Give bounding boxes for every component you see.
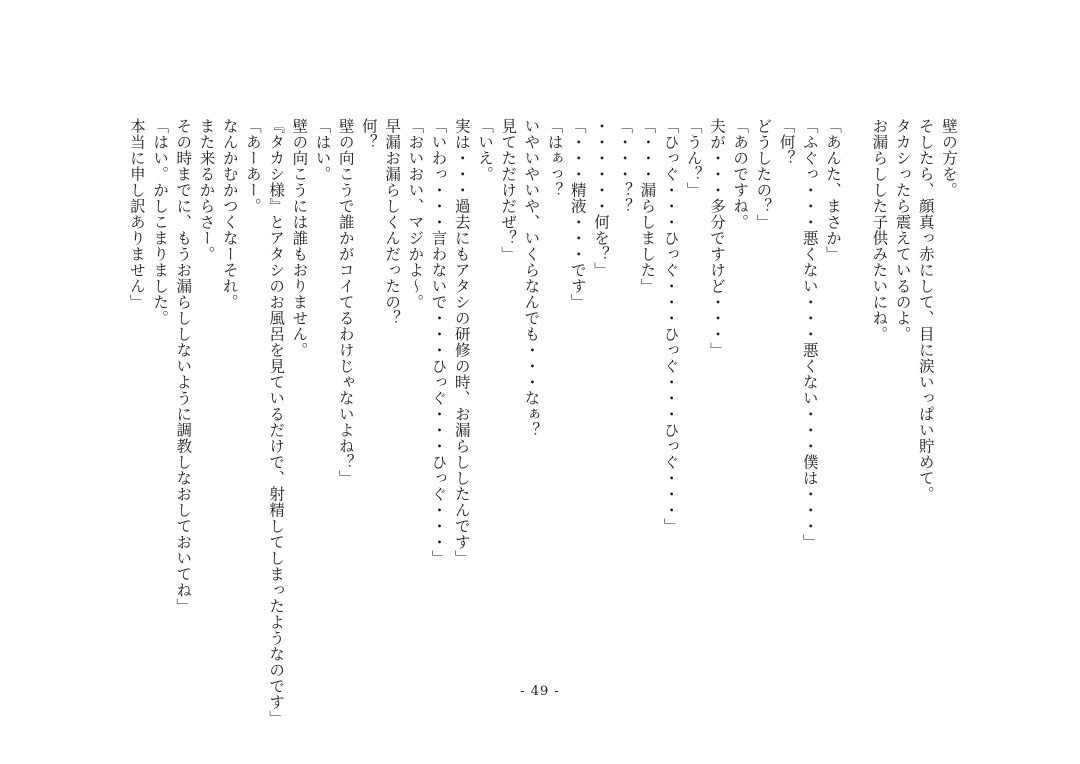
text-line: 「あーあー。 xyxy=(243,118,262,214)
text-line: 「・・・？？ xyxy=(615,118,634,214)
text-line: そしたら、顔真っ赤にして、目に涙いっぱい貯めて。 xyxy=(916,118,935,502)
text-line: 「はい。 xyxy=(313,118,332,182)
text-line: タカシったら震えているのよ。 xyxy=(893,118,912,342)
text-line: 「いえ。 xyxy=(475,118,494,182)
page-number: - 49 - xyxy=(520,684,560,699)
text-line: その時までに、もうお漏らししないように調教しなおしておいてね」 xyxy=(174,118,193,614)
text-line: お漏らしした子供みたいにね。 xyxy=(870,118,889,342)
text-line: 「うん？」 xyxy=(684,118,703,198)
text-line: また来るからさー。 xyxy=(197,118,216,262)
text-line: なんかむかつくなーそれ。 xyxy=(220,118,239,310)
text-line: 「いわっ・・・言わないで・・・ひっぐ・・・ひっぐ・・・」 xyxy=(429,118,448,566)
text-line: 実は・・・過去にもアタシの研修の時、お漏らししたんです」 xyxy=(452,118,471,566)
text-line: 夫が・・・多分ですけど・・・」 xyxy=(707,118,726,358)
text-line: 本当に申し訳ありません」 xyxy=(127,118,146,310)
text-line: 何？ xyxy=(359,118,378,150)
text-line: 「・・・精液・・・です」 xyxy=(568,118,587,310)
text-line: 「あんた、まさか」 xyxy=(823,118,842,262)
text-line: 見てただけだぜ？」 xyxy=(499,118,518,262)
text-line: いやいやいや、いくらなんでも・・・なぁ？ xyxy=(522,118,541,438)
text-line: 「ひっぐ・・・ひっぐ・・・ひっぐ・・・ひっぐ・・・」 xyxy=(661,118,680,534)
text-line: 「はい。かしこまりました。 xyxy=(151,118,170,326)
text-line: 「はぁっ？ xyxy=(545,118,564,198)
text-line: 『タカシ様』とアタシのお風呂を見ているだけで、射精してしまったようなのです」 xyxy=(267,118,286,726)
blank-line xyxy=(844,118,867,658)
text-line: 壁の方を。 xyxy=(940,118,958,198)
text-line: 「おいおい、マジかよ～。 xyxy=(406,118,425,310)
text-line: 壁の向こうには誰もおりません。 xyxy=(290,118,309,358)
text-line: 壁の向こうで誰かがコイてるわけじゃないよね？」 xyxy=(336,118,355,486)
text-line: どうしたの？」 xyxy=(754,118,773,230)
text-line: 「ふぐっ・・・悪くない・・・悪くない・・・僕は・・・」 xyxy=(800,118,819,550)
text-line: 「・・・漏らしました」 xyxy=(638,118,657,294)
text-line: 「何？ xyxy=(777,118,796,166)
text-line: 早漏お漏らしくんだったの？ xyxy=(383,118,402,326)
text-line: 「あのですね。 xyxy=(731,118,750,230)
text-line: ・・・・・・何を？」 xyxy=(591,118,610,278)
